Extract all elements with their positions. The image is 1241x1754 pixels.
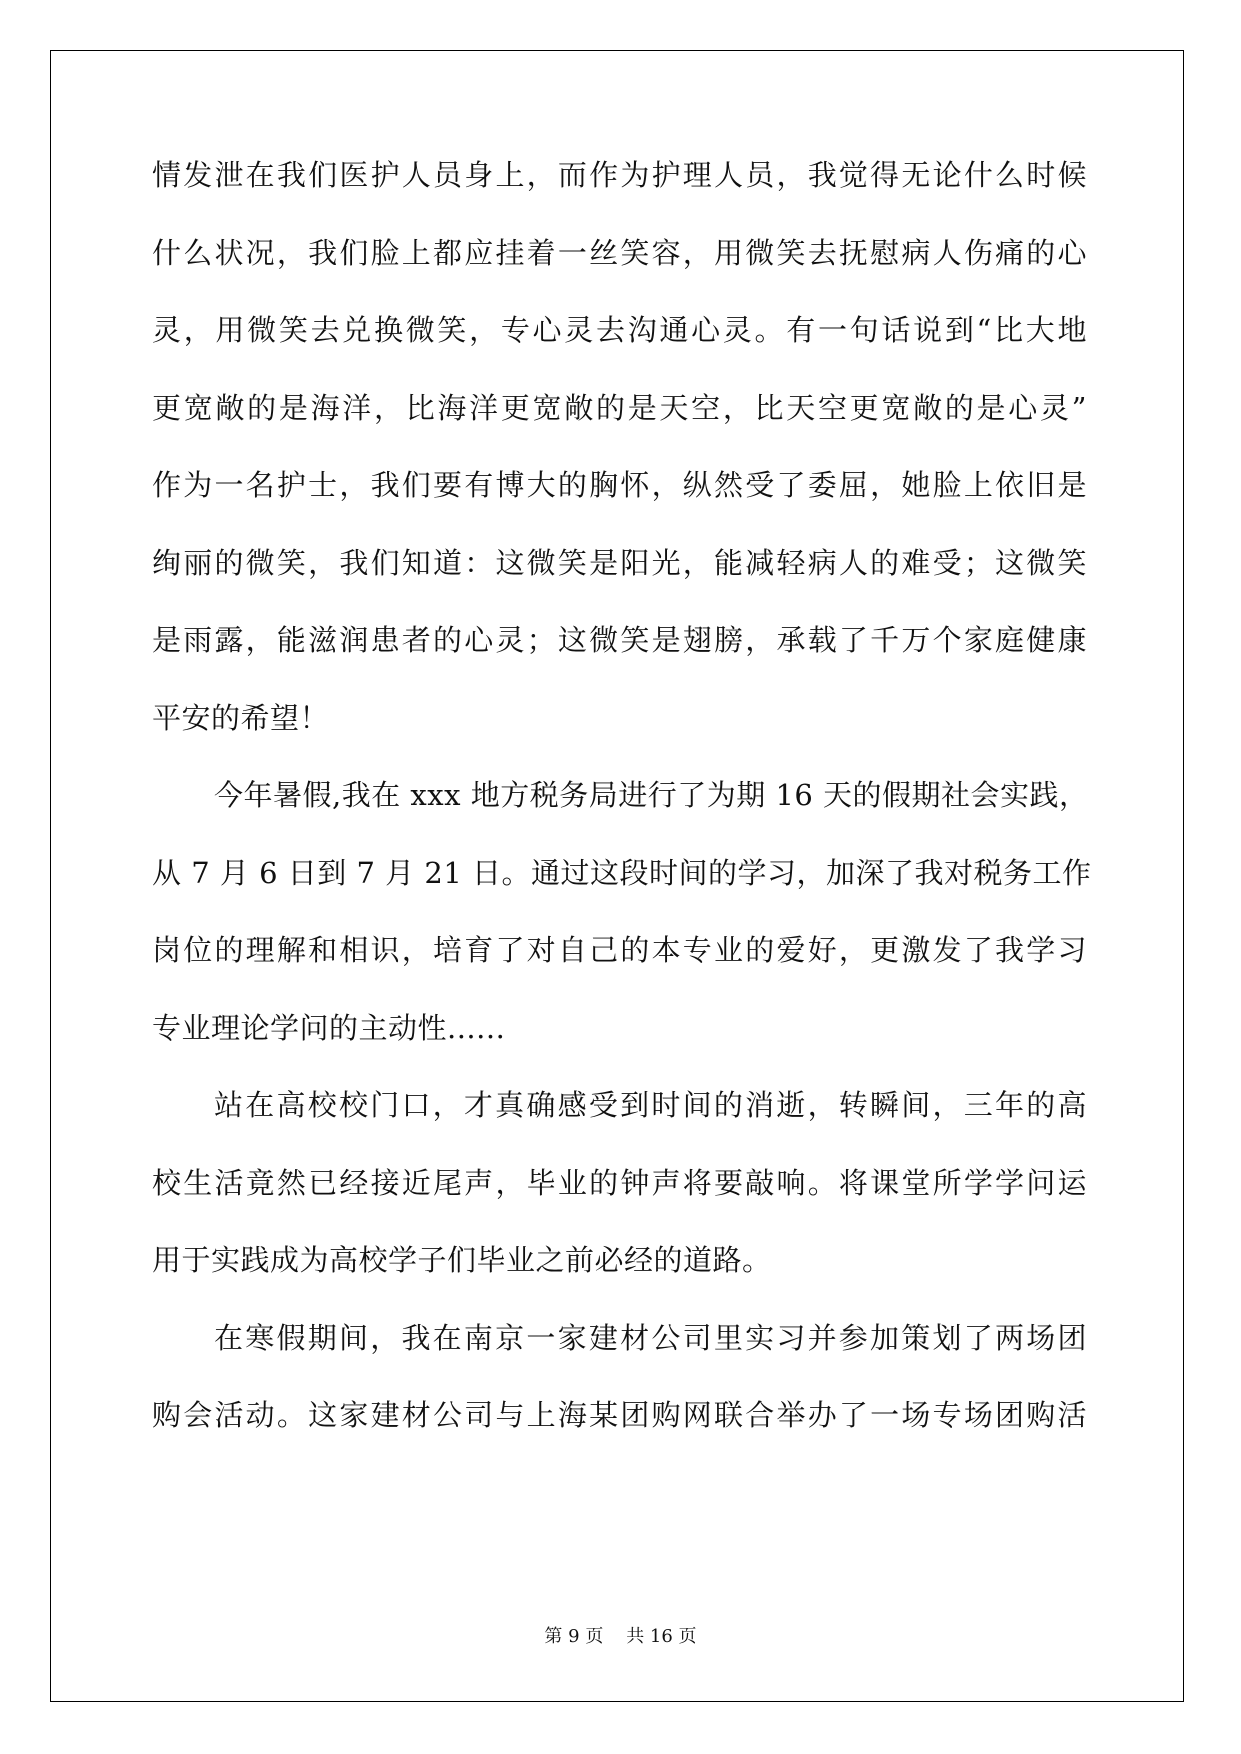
paragraph-line: 校生活竟然已经接近尾声，毕业的钟声将要敲响。将课堂所学学问运 xyxy=(152,1165,1087,1200)
paragraph-line: 灵，用微笑去兑换微笑，专心灵去沟通心灵。有一句话说到“比大地 xyxy=(152,313,1087,347)
paragraph-first-line: 在寒假期间，我在南京一家建材公司里实习并参加策划了两场团 xyxy=(214,1320,1087,1355)
paragraph-line: 情发泄在我们医护人员身上，而作为护理人员，我觉得无论什么时候 xyxy=(152,158,1087,192)
paragraph-first-line: 今年暑假,我在 xxx 地方税务局进行了为期 16 天的假期社会实践， xyxy=(214,778,1089,812)
document-body xyxy=(152,155,1092,1473)
paragraph-line: 岗位的理解和相识，培育了对自己的本专业的爱好，更激发了我学习 xyxy=(152,933,1087,967)
paragraph-line: 从 7 月 6 日到 7 月 21 日。通过这段时间的学习，加深了我对税务工作 xyxy=(152,855,1092,890)
paragraph-line: 是雨露，能滋润患者的心灵；这微笑是翅膀，承载了千万个家庭健康 xyxy=(152,623,1087,657)
paragraph-line: 平安的希望！ xyxy=(152,700,330,735)
paragraph-line: 绚丽的微笑，我们知道：这微笑是阳光，能减轻病人的难受；这微笑 xyxy=(152,545,1087,580)
paragraph-line: 购会活动。这家建材公司与上海某团购网联合举办了一场专场团购活 xyxy=(152,1398,1087,1432)
paragraph-line: 更宽敞的是海洋，比海洋更宽敞的是天空，比天空更宽敞的是心灵” xyxy=(152,390,1087,425)
page-number-footer: 第 9 页 共 16 页 xyxy=(544,1626,697,1647)
paragraph-line: 用于实践成为高校学子们毕业之前必经的道路。 xyxy=(152,1243,772,1277)
paragraph-line: 作为一名护士，我们要有博大的胸怀，纵然受了委屈，她脸上依旧是 xyxy=(152,468,1087,502)
paragraph-line: 专业理论学问的主动性...... xyxy=(152,1010,506,1045)
paragraph-first-line: 站在高校校门口，才真确感受到时间的消逝，转瞬间，三年的高 xyxy=(214,1088,1087,1122)
paragraph-line: 什么状况，我们脸上都应挂着一丝笑容，用微笑去抚慰病人伤痛的心 xyxy=(152,235,1087,270)
